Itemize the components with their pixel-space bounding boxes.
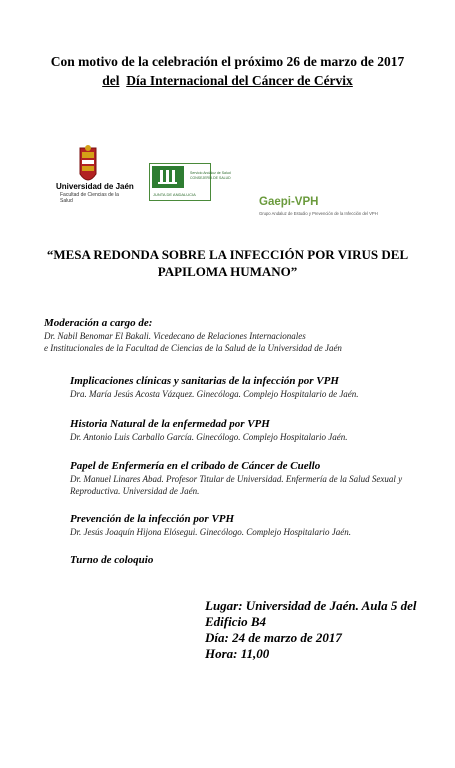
header-line-1: Con motivo de la celebración el próximo 26 de marzo de 2017 [50,54,405,69]
topic-title: Implicaciones clínicas y sanitarias de la infección por VPH [70,375,339,387]
event-title-line-2: PAPILOMA HUMANO” [157,264,298,279]
event-title [0,246,455,280]
event-time: Hora: 11,00 [205,646,270,661]
topic-speaker: Dr. Manuel Linares Abad. Profesor Titular de Universidad. Enfermería de la Salud Sexual y Reproductiva. Universidad de Jaén. [70,474,403,496]
topic-title: Papel de Enfermería en el cribado de Cáncer de Cuello [70,460,321,472]
uja-name: Universidad de Jaén [56,182,134,191]
topic-item [70,553,430,567]
topic-title: Historia Natural de la enfermedad por VPH [70,418,270,430]
topic-item [70,459,430,497]
moderation-text [44,330,424,354]
gaepi-logo-subtitle: Grupo Andaluz de Estudio y Prevención de la Infección del VPH [259,211,378,216]
gaepi-logo-name: Gaepi-VPH [259,196,319,208]
junta-caption: JUNTA DE ANDALUCIA [153,192,196,197]
topic-item [70,417,430,443]
junta-label: Servicio Andaluz de Salud CONSEJERÍA DE SALUD [190,171,231,180]
topic-speaker: Dr. Jesús Joaquín Hijona Elósegui. Ginecólogo. Complejo Hospitalario Jaén. [70,527,351,537]
header-line-2 [0,73,455,89]
topic-speaker: Dr. Antonio Luis Carballo García. Ginecólogo. Complejo Hospitalario Jaén. [70,432,348,442]
event-details [205,598,435,662]
event-place-line-2: Edificio B4 [205,614,267,629]
moderation-label: Moderación a cargo de: [44,317,153,329]
topic-speaker: Dra. María Jesús Acosta Vázquez. Ginecóloga. Complejo Hospitalario de Jaén. [70,389,359,399]
junta-emblem-icon [150,164,186,190]
event-place-line-1: Lugar: Universidad de Jaén. Aula 5 del [205,598,417,613]
uja-subtitle: Facultad de Ciencias de la Salud [60,192,119,204]
event-title-line-1: “MESA REDONDA SOBRE LA INFECCIÓN POR VIRUS DEL [46,247,409,262]
topic-item [70,374,430,400]
event-date: Día: 24 de marzo de 2017 [205,630,342,645]
topic-title: Prevención de la infección por VPH [70,513,235,525]
topic-item [70,512,430,538]
header-line-2-event: Día Internacional del Cáncer de Cérvix [126,73,353,88]
moderation-line-1: Dr. Nabil Benomar El Bakali. Vicedecano de Relaciones Internacionales [44,331,306,341]
header-line-2-prefix: del [102,73,120,88]
moderation-line-2: e Institucionales de la Facultad de Ciencias de la Salud de la Universidad de Jaén [44,343,342,353]
topic-title: Turno de coloquio [70,554,154,566]
